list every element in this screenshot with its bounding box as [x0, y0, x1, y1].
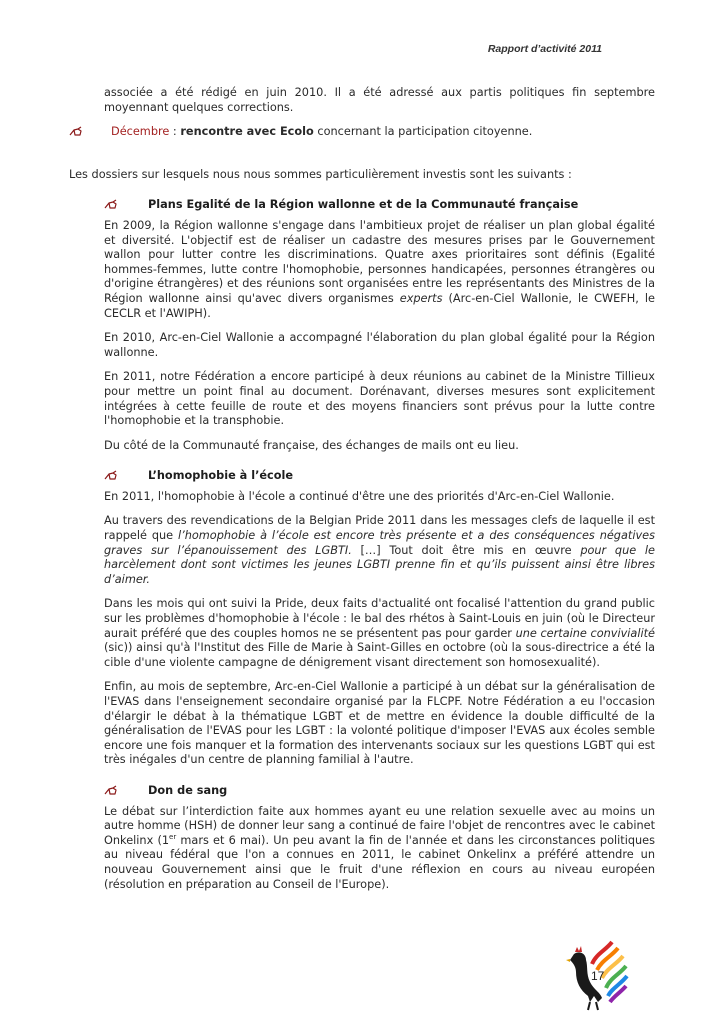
december-event: rencontre avec Ecolo	[180, 125, 314, 139]
plans-paragraph-2: En 2010, Arc-en-Ciel Wallonie a accompagné l'élaboration du plan global égalité pour la Région wallonne.	[104, 331, 655, 359]
hand-pointer-icon	[104, 199, 118, 211]
hand-pointer-icon	[104, 470, 118, 482]
sang-paragraph-1: Le débat sur l’interdiction faite aux hommes ayant eu une relation sexuelle avec au moins un autre homme (HSH) de donner leur sang a continué de faire l'objet de rencontres avec le cabinet Onkelinx (1er mars et 6 mai). Un peu avant la fin de l'année et dans les circonstances politiques au niveau fédéral que l'on a connues en 2011, le cabinet Onkelinx a préféré attendre un nouveau Gouvernement ainsi que le fruit d'une réflexion en cours au niveau européen (résolution en préparation au Conseil de l'Europe).	[104, 804, 655, 891]
dossiers-lead-paragraph: Les dossiers sur lesquels nous nous sommes particulièrement investis sont les suivants :	[69, 167, 572, 181]
december-rest: concernant la participation citoyenne.	[313, 125, 533, 139]
hand-pointer-icon	[104, 785, 118, 797]
ecole-paragraph-3: Dans les mois qui ont suivi la Pride, deux faits d'actualité ont focalisé l'attention du grand public sur les problèmes d'homophobie à l'école : le bal des rhétos à Saint-Louis en juin (où le Directeur aurait préféré que des couples homos ne se présentent pas pour garder une certaine convivialité (sic)) ainsi qu'à l'Institut des Fille de Marie à Saint-Gilles en octobre (où la sous-directrice a été la cible d'une violente campagne de dénigrement visant directement son homosexualité).	[104, 597, 655, 669]
section-heading-sang	[104, 784, 655, 799]
december-month: Décembre	[111, 125, 170, 139]
intro-continuation-paragraph: associée a été rédigé en juin 2010. Il a été adressé aux partis politiques fin septembre moyennant quelques corrections.	[104, 86, 655, 114]
intro-block	[104, 86, 655, 125]
december-separator: :	[169, 125, 181, 139]
section-heading-plans	[104, 198, 655, 213]
ecole-paragraph-4: Enfin, au mois de septembre, Arc-en-Ciel Wallonie a participé à un débat sur la généralisation de l'EVAS dans l'enseignement secondaire organisé par la FLCPF. Notre Fédération a eu l'occasion d'élargir le débat à la thématique LGBT et de mettre en évidence la double difficulté de la généralisation de l'EVAS pour les LGBT : la volonté politique d'imposer l'EVAS aux écoles semble encore une fois manquer et la formation des intervenants sociaux sur les questions LGBT qui est très inégales d'un centre de planning familial à l'autre.	[104, 680, 655, 767]
section-title-ecole: L’homophobie à l’école	[148, 469, 294, 483]
section-plans-egalite	[104, 198, 655, 892]
december-bullet	[69, 125, 655, 140]
page-number: 17	[591, 969, 605, 983]
section-heading-ecole	[104, 469, 655, 484]
plans-paragraph-4: Du côté de la Communauté française, des échanges de mails ont eu lieu.	[104, 438, 519, 452]
plans-paragraph-3: En 2011, notre Fédération a encore participé à deux réunions au cabinet de la Ministre Tillieux pour mettre un point final au document. Dorénavant, diverses mesures sont explicitement intégrées à cette feuille de route et des moyens financiers sont prévus pour la lutte contre l'homophobie et la transphobie.	[104, 370, 655, 428]
ecole-paragraph-1: En 2011, l'homophobie à l'école a continué d'être une des priorités d'Arc-en-Ciel Wallonie.	[104, 489, 615, 503]
ecole-paragraph-2: Au travers des revendications de la Belgian Pride 2011 dans les messages clefs de laquelle il est rappelé que l’homophobie à l’école est encore très présente et a des conséquences négatives graves sur l’épanouissement des LGBTI. […] Tout doit être mis en œuvre pour que le harcèlement dont sont victimes les jeunes LGBTI prenne fin et qu’ils puissent ainsi être libres d’aimer.	[104, 514, 655, 586]
hand-pointer-icon	[69, 126, 83, 138]
section-title-sang: Don de sang	[148, 783, 228, 797]
page-header-title: Rapport d’activité 2011	[487, 43, 602, 55]
plans-paragraph-1: En 2009, la Région wallonne s'engage dans l'ambitieux projet de réaliser un plan global égalité et diversité. L'objectif est de réaliser un cadastre des mesures prises par le Gouvernement wallon pour lutter contre les discriminations. Quatre axes prioritaires sont définis (Egalité hommes-femmes, lutte contre l'homophobie, personnes handicapées, personnes étrangères ou d'origine étrangères) et des réunions sont organisées entre les représentants des Ministres de la Région wallonne ainsi qu'avec divers organismes experts (Arc-en-Ciel Wallonie, le CWEFH, le CECLR et l'AWIPH).	[104, 218, 655, 320]
document-body	[69, 86, 655, 892]
section-title-plans: Plans Egalité de la Région wallonne et de la Communauté française	[148, 198, 579, 212]
